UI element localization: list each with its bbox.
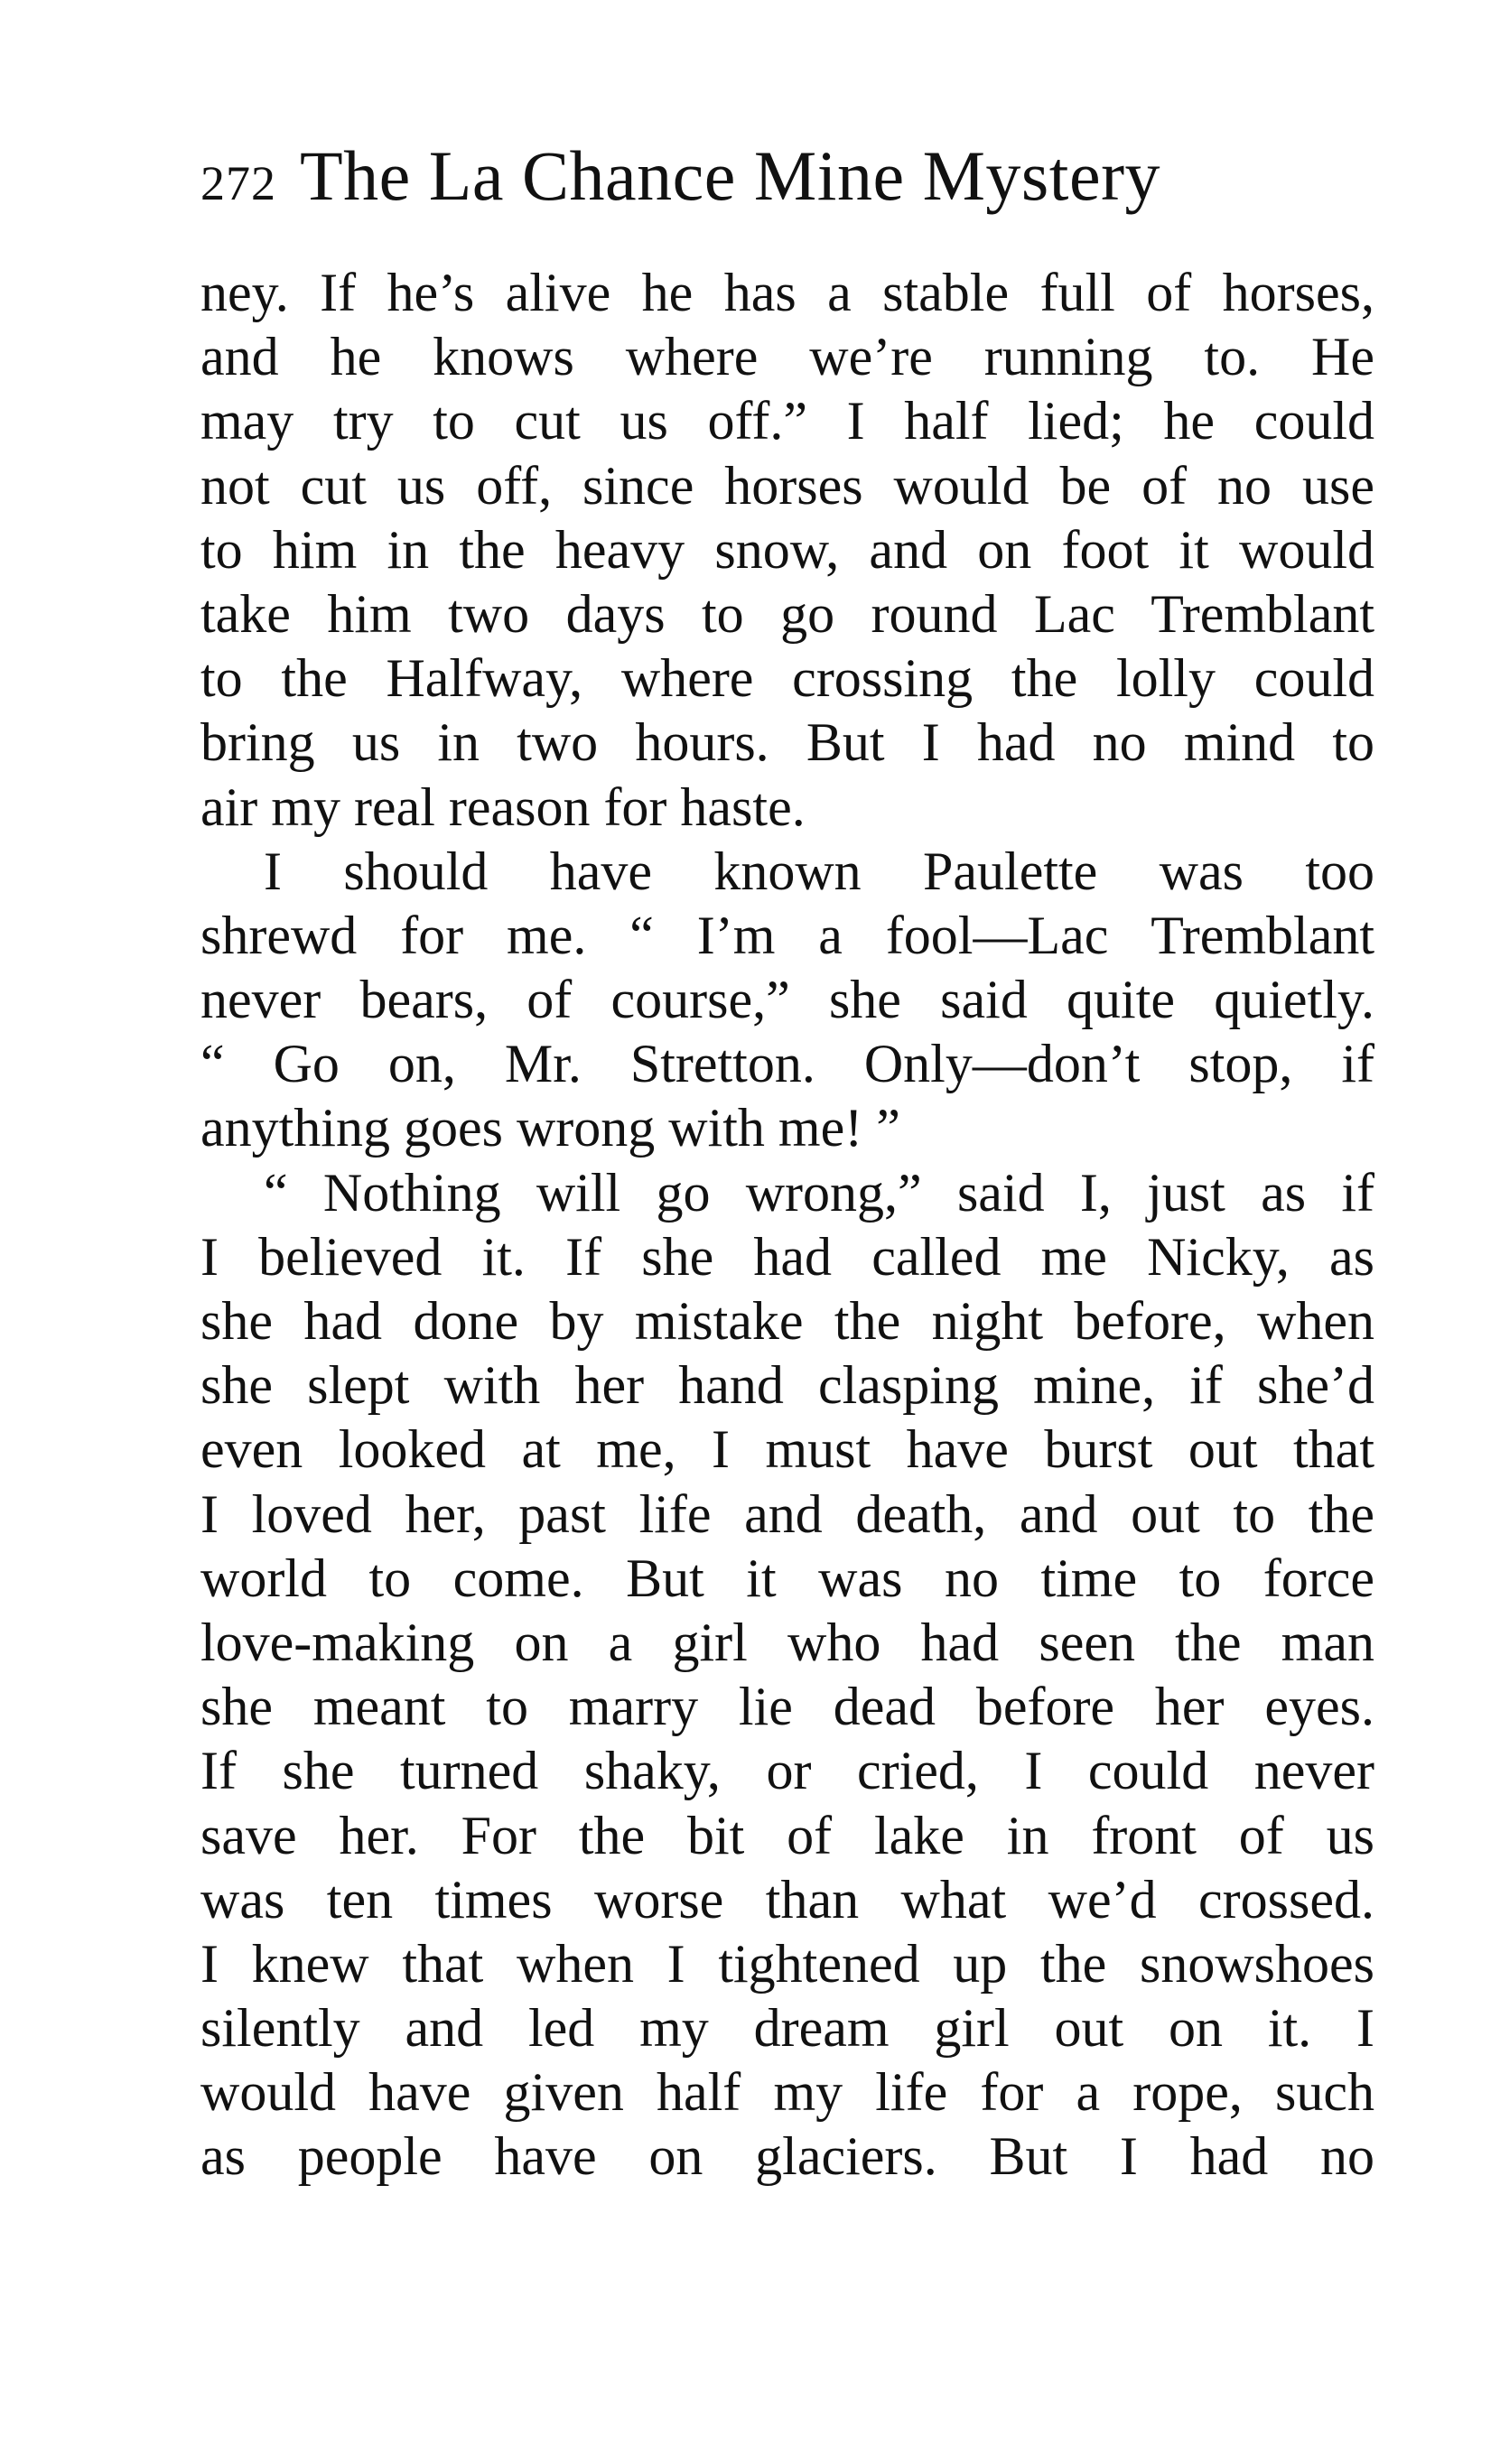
text-line: I loved her, past life and death, and out to the xyxy=(200,1483,1374,1544)
text-line: love-making on a girl who had seen the man xyxy=(200,1612,1374,1672)
text-line: “ Nothing will go wrong,” said I, just as if xyxy=(264,1162,1374,1223)
text-line: take him two days to go round Lac Tremblant xyxy=(200,583,1374,644)
page-number: 272 xyxy=(200,156,276,210)
text-line: never bears, of course,” she said quite quietly. xyxy=(200,970,1374,1030)
text-line: silently and led my dream girl out on it. I xyxy=(200,1998,1374,2059)
text-line: I knew that when I tightened up the snowshoes xyxy=(200,1933,1374,1994)
page-header xyxy=(200,135,1374,235)
text-line: as people have on glaciers. But I had no xyxy=(200,2126,1374,2187)
text-line: was ten times worse than what we’d crossed. xyxy=(200,1869,1374,1929)
body-text xyxy=(200,261,1374,2190)
running-title: The La Chance Mine Mystery xyxy=(300,136,1161,215)
text-line: bring us in two hours. But I had no mind to xyxy=(200,712,1374,773)
text-line: anything goes wrong with me! ” xyxy=(200,1098,900,1158)
text-line: she slept with her hand clasping mine, if she’d xyxy=(200,1355,1374,1416)
text-line: even looked at me, I must have burst out that xyxy=(200,1419,1374,1480)
text-line: air my real reason for haste. xyxy=(200,776,806,837)
text-line: to the Halfway, where crossing the lolly could xyxy=(200,648,1374,709)
text-line: ney. If he’s alive he has a stable full of horses, xyxy=(200,263,1374,322)
text-line: save her. For the bit of lake in front of us xyxy=(200,1805,1374,1865)
text-line: world to come. But it was no time to force xyxy=(200,1548,1374,1608)
text-line: “ Go on, Mr. Stretton. Only—don’t stop, if xyxy=(200,1034,1374,1094)
text-line: and he knows where we’re running to. He xyxy=(200,327,1374,387)
text-line: I should have known Paulette was too xyxy=(264,841,1374,901)
text-line: would have given half my life for a rope, such xyxy=(200,2062,1374,2123)
text-line: shrewd for me. “ I’m a fool—Lac Tremblant xyxy=(200,905,1374,965)
text-line: I believed it. If she had called me Nicky, as xyxy=(200,1226,1374,1287)
text-line: may try to cut us off.” I half lied; he could xyxy=(200,391,1374,451)
text-line: not cut us off, since horses would be of no use xyxy=(200,455,1374,516)
text-line: she meant to marry lie dead before her eyes. xyxy=(200,1677,1374,1737)
text-line: she had done by mistake the night before, when xyxy=(200,1291,1374,1351)
text-line: to him in the heavy snow, and on foot it would xyxy=(200,519,1374,580)
text-line: If she turned shaky, or cried, I could never xyxy=(200,1741,1374,1801)
